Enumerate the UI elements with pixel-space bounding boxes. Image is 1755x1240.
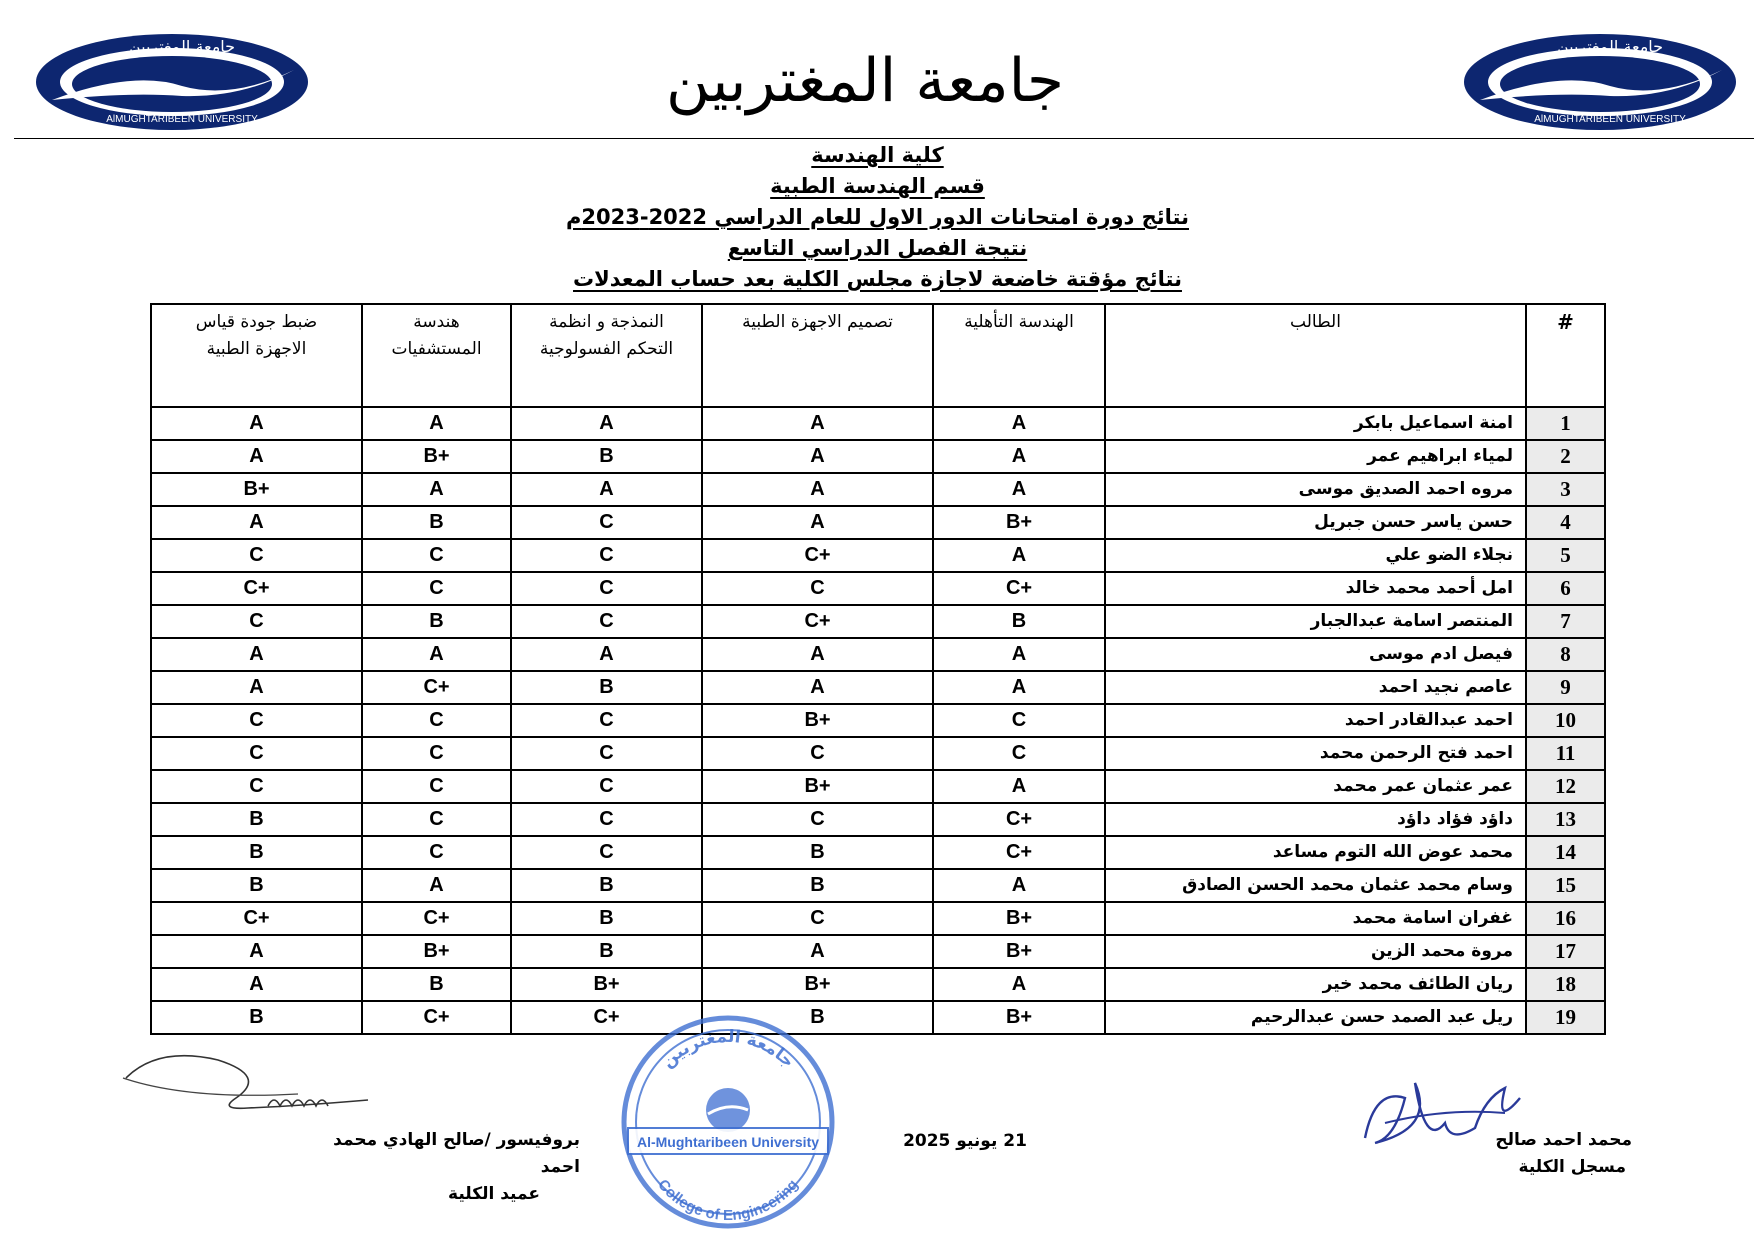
grade-cell: B xyxy=(151,803,362,836)
grade-cell: B xyxy=(702,869,933,902)
dean-name: بروفيسور /صالح الهادي محمد احمد xyxy=(333,1130,580,1177)
student-name: حسن ياسر حسن جبريل xyxy=(1105,506,1526,539)
grade-cell: A xyxy=(933,473,1105,506)
grade-cell: A xyxy=(362,869,511,902)
grade-cell: A xyxy=(702,407,933,440)
grade-cell: C xyxy=(511,539,702,572)
grade-cell: B xyxy=(511,902,702,935)
grade-cell: A xyxy=(151,440,362,473)
grade-cell: B+ xyxy=(933,935,1105,968)
grade-cell: C xyxy=(702,902,933,935)
grade-cell: C xyxy=(362,836,511,869)
dean-role: عميد الكلية xyxy=(448,1184,540,1204)
grade-cell: A xyxy=(933,770,1105,803)
grade-cell: C xyxy=(511,737,702,770)
svg-text:جامعة المغتربين: جامعة المغتربين xyxy=(657,1026,799,1073)
table-row xyxy=(151,704,1605,737)
grade-cell: C xyxy=(362,539,511,572)
grade-cell: C xyxy=(511,605,702,638)
row-index: 8 xyxy=(1526,638,1605,671)
table-row xyxy=(151,473,1605,506)
grade-cell: B xyxy=(362,506,511,539)
svg-text:AlMUGHTARIBEEN UNIVERSITY: AlMUGHTARIBEEN UNIVERSITY xyxy=(106,114,258,125)
grade-cell: A xyxy=(362,473,511,506)
grade-cell: C+ xyxy=(933,836,1105,869)
grade-cell: A xyxy=(511,473,702,506)
student-name: ريل عبد الصمد حسن عبدالرحيم xyxy=(1105,1001,1526,1034)
row-index: 16 xyxy=(1526,902,1605,935)
grade-cell: A xyxy=(933,407,1105,440)
results-table xyxy=(150,303,1606,1035)
student-name: لمياء ابراهيم عمر xyxy=(1105,440,1526,473)
table-row xyxy=(151,968,1605,1001)
grade-cell: B+ xyxy=(362,935,511,968)
grade-cell: C+ xyxy=(933,803,1105,836)
grade-cell: B xyxy=(151,1001,362,1034)
grade-cell: C xyxy=(511,803,702,836)
table-row xyxy=(151,572,1605,605)
university-logo-right xyxy=(1460,30,1740,135)
svg-text:جامعة المغتربين: جامعة المغتربين xyxy=(128,37,236,56)
row-index: 11 xyxy=(1526,737,1605,770)
row-index: 19 xyxy=(1526,1001,1605,1034)
col-header-course2: تصميم الاجهزة الطبية xyxy=(702,304,933,407)
svg-text:جامعة المغتربين: جامعة المغتربين xyxy=(1556,37,1664,56)
grade-cell: A xyxy=(702,638,933,671)
student-name: المنتصر اسامة عبدالجبار xyxy=(1105,605,1526,638)
table-row xyxy=(151,407,1605,440)
col-header-index: # xyxy=(1526,304,1605,407)
grade-cell: B+ xyxy=(702,770,933,803)
table-row xyxy=(151,1001,1605,1034)
row-index: 4 xyxy=(1526,506,1605,539)
department-heading: قسم الهندسة الطبية xyxy=(770,174,985,198)
row-index: 5 xyxy=(1526,539,1605,572)
table-row xyxy=(151,671,1605,704)
semester-heading: نتيجة الفصل الدراسي التاسع xyxy=(727,236,1028,260)
grade-cell: C+ xyxy=(362,902,511,935)
grade-cell: A xyxy=(362,407,511,440)
grade-cell: C+ xyxy=(362,1001,511,1034)
row-index: 14 xyxy=(1526,836,1605,869)
grade-cell: C xyxy=(362,803,511,836)
registrar-role: مسجل الكلية xyxy=(1518,1157,1626,1177)
grade-cell: A xyxy=(933,638,1105,671)
grade-cell: C xyxy=(151,737,362,770)
student-name: وسام محمد عثمان محمد الحسن الصادق xyxy=(1105,869,1526,902)
row-index: 18 xyxy=(1526,968,1605,1001)
document-date: 21 يونيو 2025 xyxy=(903,1131,1027,1151)
grade-cell: A xyxy=(933,671,1105,704)
grade-cell: A xyxy=(151,968,362,1001)
student-name: داؤد فؤاد داؤد xyxy=(1105,803,1526,836)
table-row xyxy=(151,539,1605,572)
grade-cell: A xyxy=(702,935,933,968)
student-name: امنة اسماعيل بابكر xyxy=(1105,407,1526,440)
student-name: عاصم نجيد احمد xyxy=(1105,671,1526,704)
grade-cell: C xyxy=(511,704,702,737)
grade-cell: B xyxy=(702,836,933,869)
grade-cell: B xyxy=(702,1001,933,1034)
grade-cell: C xyxy=(151,770,362,803)
grade-cell: B+ xyxy=(362,440,511,473)
grade-cell: B+ xyxy=(151,473,362,506)
grade-cell: B+ xyxy=(933,902,1105,935)
grade-cell: A xyxy=(702,440,933,473)
college-stamp xyxy=(618,1010,838,1235)
grade-cell: A xyxy=(933,869,1105,902)
student-name: نجلاء الضو علي xyxy=(1105,539,1526,572)
grade-cell: C xyxy=(362,572,511,605)
student-name: ريان الطائف محمد خير xyxy=(1105,968,1526,1001)
grade-cell: C+ xyxy=(151,572,362,605)
grade-cell: A xyxy=(702,473,933,506)
student-name: احمد عبدالقادر احمد xyxy=(1105,704,1526,737)
row-index: 1 xyxy=(1526,407,1605,440)
row-index: 10 xyxy=(1526,704,1605,737)
registrar-block xyxy=(1480,1127,1632,1181)
grade-cell: C+ xyxy=(511,1001,702,1034)
grade-cell: B xyxy=(511,440,702,473)
university-name: جامعة المغتربين xyxy=(666,46,1064,116)
grade-cell: B+ xyxy=(702,704,933,737)
faculty-heading: كلية الهندسة xyxy=(811,143,944,167)
grade-cell: C xyxy=(511,572,702,605)
grade-cell: C xyxy=(702,572,933,605)
dean-block xyxy=(300,1127,580,1208)
exam-results-heading: نتائج دورة امتحانات الدور الاول للعام الدراسي 2022-2023م xyxy=(565,205,1189,229)
grade-cell: A xyxy=(151,935,362,968)
grade-cell: B xyxy=(151,869,362,902)
provisional-note-heading: نتائج مؤقتة خاضعة لاجازة مجلس الكلية بعد حساب المعدلات xyxy=(573,267,1182,291)
grade-cell: B+ xyxy=(702,968,933,1001)
table-row xyxy=(151,638,1605,671)
student-name: امل أحمد محمد خالد xyxy=(1105,572,1526,605)
grade-cell: C+ xyxy=(933,572,1105,605)
grade-cell: C xyxy=(511,506,702,539)
grade-cell: B xyxy=(511,935,702,968)
table-row xyxy=(151,803,1605,836)
grade-cell: C xyxy=(933,704,1105,737)
table-row xyxy=(151,506,1605,539)
student-name: فيصل ادم موسى xyxy=(1105,638,1526,671)
grade-cell: C xyxy=(362,770,511,803)
grade-cell: A xyxy=(151,407,362,440)
grade-cell: A xyxy=(933,539,1105,572)
student-name: محمد عوض الله التوم مساعد xyxy=(1105,836,1526,869)
table-row xyxy=(151,605,1605,638)
grade-cell: A xyxy=(151,638,362,671)
university-logo-left xyxy=(32,30,312,135)
grade-cell: B+ xyxy=(933,506,1105,539)
header-divider xyxy=(14,138,1754,139)
row-index: 7 xyxy=(1526,605,1605,638)
grade-cell: C xyxy=(933,737,1105,770)
grade-cell: B xyxy=(511,671,702,704)
col-header-course1: الهندسة التأهلية xyxy=(933,304,1105,407)
grade-cell: A xyxy=(511,407,702,440)
grade-cell: A xyxy=(702,671,933,704)
row-index: 6 xyxy=(1526,572,1605,605)
col-header-student: الطالب xyxy=(1105,304,1526,407)
grade-cell: C xyxy=(362,704,511,737)
grade-cell: B xyxy=(933,605,1105,638)
svg-text:College of Engineering: College of Engineering xyxy=(654,1176,802,1224)
grade-cell: B xyxy=(362,605,511,638)
table-row xyxy=(151,440,1605,473)
grade-cell: A xyxy=(151,506,362,539)
table-row xyxy=(151,869,1605,902)
svg-text:AlMUGHTARIBEEN UNIVERSITY: AlMUGHTARIBEEN UNIVERSITY xyxy=(1534,114,1686,125)
grade-cell: A xyxy=(933,440,1105,473)
row-index: 12 xyxy=(1526,770,1605,803)
grade-cell: B xyxy=(362,968,511,1001)
document-headings xyxy=(0,140,1755,295)
col-header-course4: هندسة المستشفيات xyxy=(362,304,511,407)
registrar-name: محمد احمد صالح xyxy=(1495,1130,1632,1150)
grade-cell: C xyxy=(702,737,933,770)
grade-cell: C+ xyxy=(362,671,511,704)
col-header-course5: ضبط جودة قياس الاجهزة الطبية xyxy=(151,304,362,407)
grade-cell: C xyxy=(511,770,702,803)
row-index: 13 xyxy=(1526,803,1605,836)
row-index: 3 xyxy=(1526,473,1605,506)
dean-signature xyxy=(118,1048,378,1128)
svg-text:Al-Mughtaribeen University: Al-Mughtaribeen University xyxy=(636,1134,820,1150)
col-header-course3: النمذجة و انظمة التحكم الفسولوجية xyxy=(511,304,702,407)
student-name: مروه احمد الصديق موسى xyxy=(1105,473,1526,506)
grade-cell: C xyxy=(511,836,702,869)
grade-cell: A xyxy=(511,638,702,671)
grade-cell: C xyxy=(362,737,511,770)
grade-cell: A xyxy=(362,638,511,671)
row-index: 9 xyxy=(1526,671,1605,704)
grade-cell: A xyxy=(702,506,933,539)
table-header-row xyxy=(151,304,1605,407)
grade-cell: C+ xyxy=(702,539,933,572)
table-row xyxy=(151,836,1605,869)
student-name: مروة محمد الزين xyxy=(1105,935,1526,968)
grade-cell: B xyxy=(151,836,362,869)
table-row xyxy=(151,737,1605,770)
grade-cell: C xyxy=(151,605,362,638)
grade-cell: C xyxy=(151,539,362,572)
grade-cell: C+ xyxy=(702,605,933,638)
grade-cell: C xyxy=(151,704,362,737)
grade-cell: A xyxy=(151,671,362,704)
row-index: 17 xyxy=(1526,935,1605,968)
grade-cell: B xyxy=(511,869,702,902)
table-row xyxy=(151,935,1605,968)
student-name: غفران اسامة محمد xyxy=(1105,902,1526,935)
row-index: 2 xyxy=(1526,440,1605,473)
grade-cell: A xyxy=(933,968,1105,1001)
table-row xyxy=(151,770,1605,803)
student-name: احمد فتح الرحمن محمد xyxy=(1105,737,1526,770)
table-row xyxy=(151,902,1605,935)
grade-cell: B+ xyxy=(511,968,702,1001)
row-index: 15 xyxy=(1526,869,1605,902)
grade-cell: C xyxy=(702,803,933,836)
student-name: عمر عثمان عمر محمد xyxy=(1105,770,1526,803)
grade-cell: C+ xyxy=(151,902,362,935)
grade-cell: B+ xyxy=(933,1001,1105,1034)
